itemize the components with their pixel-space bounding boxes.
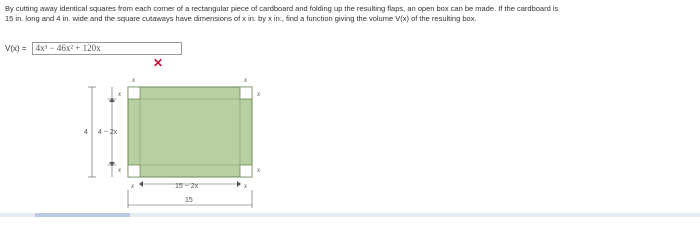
cardboard-rect (128, 87, 252, 177)
bottom-bar (0, 213, 700, 217)
answer-label: V(x) = (5, 43, 27, 53)
label-x-left-bottom: x (118, 166, 122, 174)
label-x-bottom-left: x (131, 182, 135, 190)
label-x-bottom-right: x (244, 182, 248, 190)
corner-cut-bl (128, 165, 140, 177)
label-x-left-top: x (118, 90, 122, 98)
label-x-right-bottom: x (257, 166, 261, 174)
label-x-top-right: x (244, 76, 248, 84)
problem-line-1: By cutting away identical squares from each corner of a rectangular piece of cardboard and folding up the resulting flaps, an open box can be made. If the cardboard is (5, 4, 559, 13)
label-x-top: x (132, 76, 136, 84)
x-mark-icon: ✕ (153, 56, 164, 70)
answer-value: 4x³ − 46x² + 120x (35, 43, 101, 53)
label-4-outer: 4 (84, 129, 88, 136)
corner-cut-tr (240, 87, 252, 99)
corner-cut-tl (128, 87, 140, 99)
label-4-inner-height: 4 − 2x (98, 129, 118, 136)
label-inner-length: 15 − 2x (175, 183, 199, 190)
label-length-15: 15 (185, 197, 193, 204)
bottom-bar-highlight (35, 213, 130, 217)
label-x-right-top: x (257, 90, 261, 98)
problem-line-2: 15 in. long and 4 in. wide and the square cutaways have dimensions of x in. by x in., find a function giving the volume V(x) of the resulting box. (5, 14, 477, 23)
corner-cut-br (240, 165, 252, 177)
